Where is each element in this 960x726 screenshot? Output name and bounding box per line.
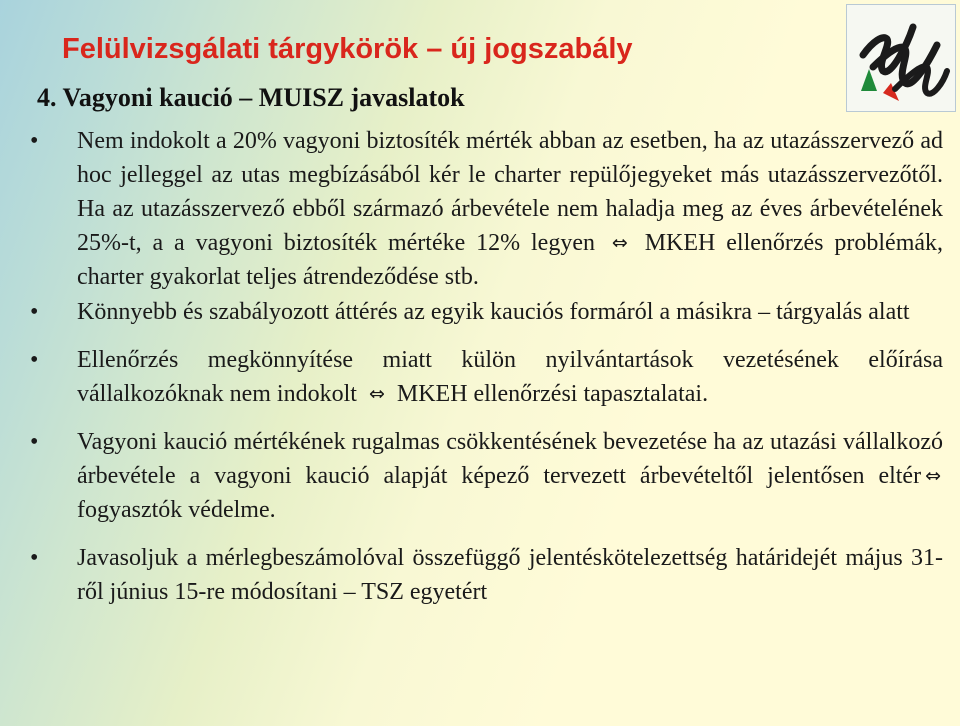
bullet-item-4 bbox=[30, 425, 943, 527]
bullet-dot: • bbox=[30, 545, 39, 571]
bullet-item-2 bbox=[30, 295, 943, 329]
bullet-1-text: Nem indokolt a 20% vagyoni biztosíték mérték abban az esetben, ha az utazásszervező ad hoc jelleggel az utas megbízásából kér le charter repülőjegyeket más utazásszervezőtől. Ha az utazásszervező ebből származó árbevétele nem haladja meg az éves árbevételének 25%-t, a a vagyoni biztosíték mértéke 12% legyen bbox=[77, 128, 943, 256]
bullet-item-1 bbox=[30, 124, 943, 294]
logo-mark-icon bbox=[847, 5, 955, 111]
bullet-2-text: Könnyebb és szabályozott áttérés az egyik kauciós formáról a másikra – tárgyalás alatt bbox=[77, 299, 910, 325]
logo-green-triangle bbox=[861, 69, 877, 91]
bullet-4-text: Vagyoni kaució mértékének rugalmas csökkentésének bevezetése ha az utazási vállalkozó árbevétele a vagyoni kaució alapját képező tervezett árbevételtől jelentősen eltér bbox=[77, 429, 943, 489]
bullet-dot: • bbox=[30, 128, 39, 154]
bullet-3-text-continued: MKEH ellenőrzési tapasztalatai. bbox=[396, 381, 709, 407]
bullet-5-text: Javasoljuk a mérlegbeszámolóval összefüggő jelentéskötelezettség határidejét május 31-ről június 15-re módosítani – TSZ egyetért bbox=[77, 545, 943, 605]
double-arrow-icon: ⇔ bbox=[368, 383, 385, 405]
slide-subtitle: 4. Vagyoni kaució – MUISZ javaslatok bbox=[37, 83, 465, 112]
bullet-list bbox=[30, 124, 943, 623]
bullet-4-text-continued: fogyasztók védelme. bbox=[77, 497, 276, 523]
bullet-item-3 bbox=[30, 343, 943, 411]
bullet-1-text-continued: MKEH ellenőrzés problémák, charter gyakorlat teljes átrendeződése stb. bbox=[77, 230, 944, 290]
bullet-item-5 bbox=[30, 541, 943, 609]
double-arrow-icon: ⇔ bbox=[925, 465, 941, 487]
slide-title: Felülvizsgálati tárgykörök – új jogszabály bbox=[62, 33, 633, 65]
bullet-dot: • bbox=[30, 299, 39, 325]
bullet-3-text: Ellenőrzés megkönnyítése miatt külön nyilvántartások vezetésének előírása vállalkozóknak nem indokolt bbox=[77, 347, 943, 407]
bullet-dot: • bbox=[30, 347, 39, 373]
double-arrow-icon: ⇔ bbox=[611, 232, 628, 254]
company-logo bbox=[846, 4, 956, 112]
bullet-dot: • bbox=[30, 429, 39, 455]
